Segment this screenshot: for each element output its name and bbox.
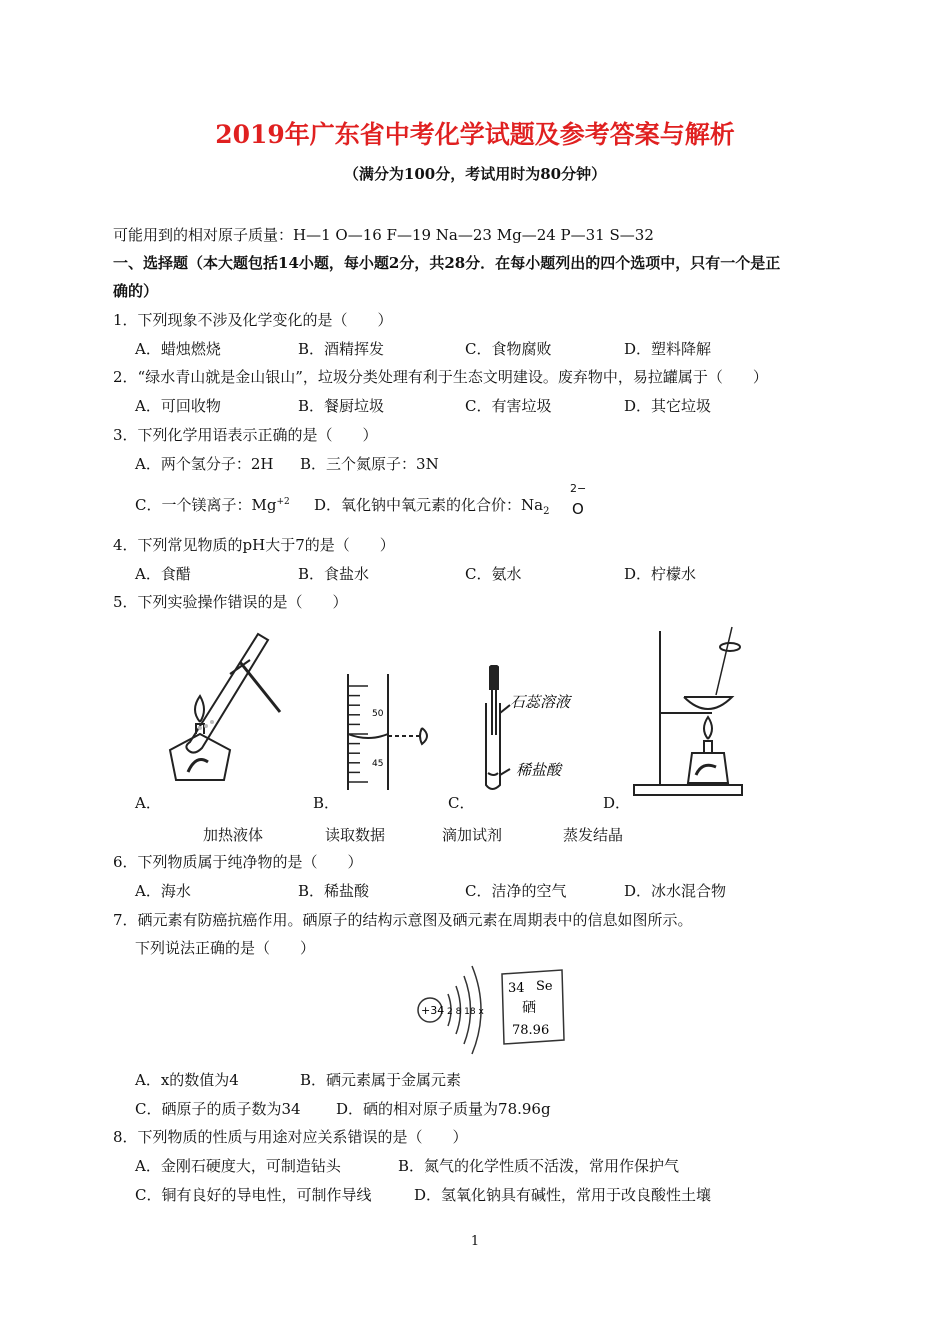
q3-option-d-valence: 2− bbox=[570, 482, 587, 495]
q3-option-c-charge: +2 bbox=[276, 497, 290, 507]
figure-heating-liquid bbox=[150, 622, 290, 782]
q3-option-c bbox=[135, 494, 290, 515]
q8-option-d: D．氢氧化钠具有碱性，常用于改良酸性土壤 bbox=[414, 1186, 712, 1204]
label-dilute-hcl: 稀盐酸 bbox=[516, 761, 562, 779]
q6-option-c: C．洁净的空气 bbox=[465, 882, 567, 900]
tick-label-45: 45 bbox=[372, 759, 384, 769]
label-litmus: 石蕊溶液 bbox=[510, 693, 571, 711]
selenium-nucleus: +34 bbox=[421, 1004, 445, 1017]
q8-option-b: B．氮气的化学性质不活泼，常用作保护气 bbox=[398, 1157, 680, 1175]
caption-heating-liquid: 加热液体 bbox=[203, 826, 264, 844]
q7-option-a: A．x的数值为4 bbox=[135, 1071, 239, 1089]
caption-evaporation: 蒸发结晶 bbox=[563, 826, 624, 844]
q7-stem-2: 下列说法正确的是（ ） bbox=[135, 939, 316, 957]
caption-reading-data: 读取数据 bbox=[325, 826, 386, 844]
q2-option-c: C．有害垃圾 bbox=[465, 397, 552, 415]
figure-dropper-test-tube bbox=[470, 665, 610, 795]
selenium-shells: 2 8 18 x bbox=[447, 1007, 484, 1017]
q6-option-d: D．冰水混合物 bbox=[624, 882, 727, 900]
q3-option-d bbox=[314, 494, 549, 517]
section-header-line1: 一、选择题（本大题包括14小题，每小题2分，共28分．在每小题列出的四个选项中，只有一个是正 bbox=[113, 254, 781, 272]
tick-label-50: 50 bbox=[372, 709, 384, 719]
selenium-atomic-mass: 78.96 bbox=[512, 1023, 550, 1038]
selenium-name: 硒 bbox=[522, 1000, 536, 1016]
q8-stem: 8．下列物质的性质与用途对应关系错误的是（ ） bbox=[113, 1128, 468, 1146]
q3-option-b: B．三个氮原子：3N bbox=[300, 455, 439, 473]
q4-option-b: B．食盐水 bbox=[298, 565, 370, 583]
q5-option-a: A． bbox=[135, 794, 161, 812]
q7-stem: 7．硒元素有防癌抗癌作用。硒原子的结构示意图及硒元素在周期表中的信息如图所示。 bbox=[113, 911, 693, 929]
q3-option-d-subscript: 2 bbox=[543, 506, 550, 517]
q4-option-c: C．氨水 bbox=[465, 565, 522, 583]
caption-adding-reagent: 滴加试剂 bbox=[442, 826, 503, 844]
q1-option-c: C．食物腐败 bbox=[465, 340, 552, 358]
section-header-line2: 确的） bbox=[113, 282, 159, 300]
q1-stem: 1．下列现象不涉及化学变化的是（ ） bbox=[113, 311, 393, 329]
q3-option-d-element: O bbox=[572, 500, 584, 518]
q1-option-a: A．蜡烛燃烧 bbox=[135, 340, 221, 358]
q5-option-d: D． bbox=[603, 794, 631, 812]
figure-evaporation bbox=[632, 625, 747, 800]
q4-stem: 4．下列常见物质的pH大于7的是（ ） bbox=[113, 536, 395, 554]
q5-option-c: C． bbox=[448, 794, 475, 812]
figure-graduated-cylinder bbox=[330, 672, 440, 792]
q6-stem: 6．下列物质属于纯净物的是（ ） bbox=[113, 853, 363, 871]
q2-option-d: D．其它垃圾 bbox=[624, 397, 712, 415]
q6-option-b: B．稀盐酸 bbox=[298, 882, 370, 900]
q7-option-d: D．硒的相对原子质量为78.96g bbox=[336, 1100, 551, 1118]
selenium-symbol: Se bbox=[536, 979, 553, 994]
q3-option-c-text: C．一个镁离子：Mg bbox=[135, 496, 277, 514]
q5-stem: 5．下列实验操作错误的是（ ） bbox=[113, 593, 348, 611]
q2-option-a: A．可回收物 bbox=[135, 397, 221, 415]
page-number: 1 bbox=[470, 1234, 480, 1249]
q6-option-a: A．海水 bbox=[135, 882, 191, 900]
q3-option-d-text: D．氧化钠中氧元素的化合价：Na bbox=[314, 496, 544, 514]
q7-option-b: B．硒元素属于金属元素 bbox=[300, 1071, 462, 1089]
q2-option-b: B．餐厨垃圾 bbox=[298, 397, 385, 415]
q3-option-a: A．两个氢分子：2H bbox=[135, 455, 274, 473]
q5-option-b: B． bbox=[313, 794, 340, 812]
q4-option-a: A．食醋 bbox=[135, 565, 191, 583]
q4-option-d: D．柠檬水 bbox=[624, 565, 697, 583]
q1-option-b: B．酒精挥发 bbox=[298, 340, 385, 358]
figure-selenium-atom bbox=[410, 960, 570, 1056]
q8-option-c: C．铜有良好的导电性，可制作导线 bbox=[135, 1186, 372, 1204]
q2-stem: 2．“绿水青山就是金山银山”，垃圾分类处理有利于生态文明建设。废弃物中，易拉罐属于（ ） bbox=[113, 368, 768, 386]
atomic-masses: 可能用到的相对原子质量：H—1 O—16 F—19 Na—23 Mg—24 P—31 S—32 bbox=[113, 226, 654, 244]
selenium-atomic-number: 34 bbox=[508, 981, 525, 996]
page-subtitle: （满分为100分，考试用时为80分钟） bbox=[343, 165, 607, 183]
q8-option-a: A．金刚石硬度大，可制造钻头 bbox=[135, 1157, 341, 1175]
q7-option-c: C．硒原子的质子数为34 bbox=[135, 1100, 301, 1118]
q1-option-d: D．塑料降解 bbox=[624, 340, 712, 358]
q3-stem: 3．下列化学用语表示正确的是（ ） bbox=[113, 426, 378, 444]
page-title: 2019年广东省中考化学试题及参考答案与解析 bbox=[215, 120, 735, 149]
